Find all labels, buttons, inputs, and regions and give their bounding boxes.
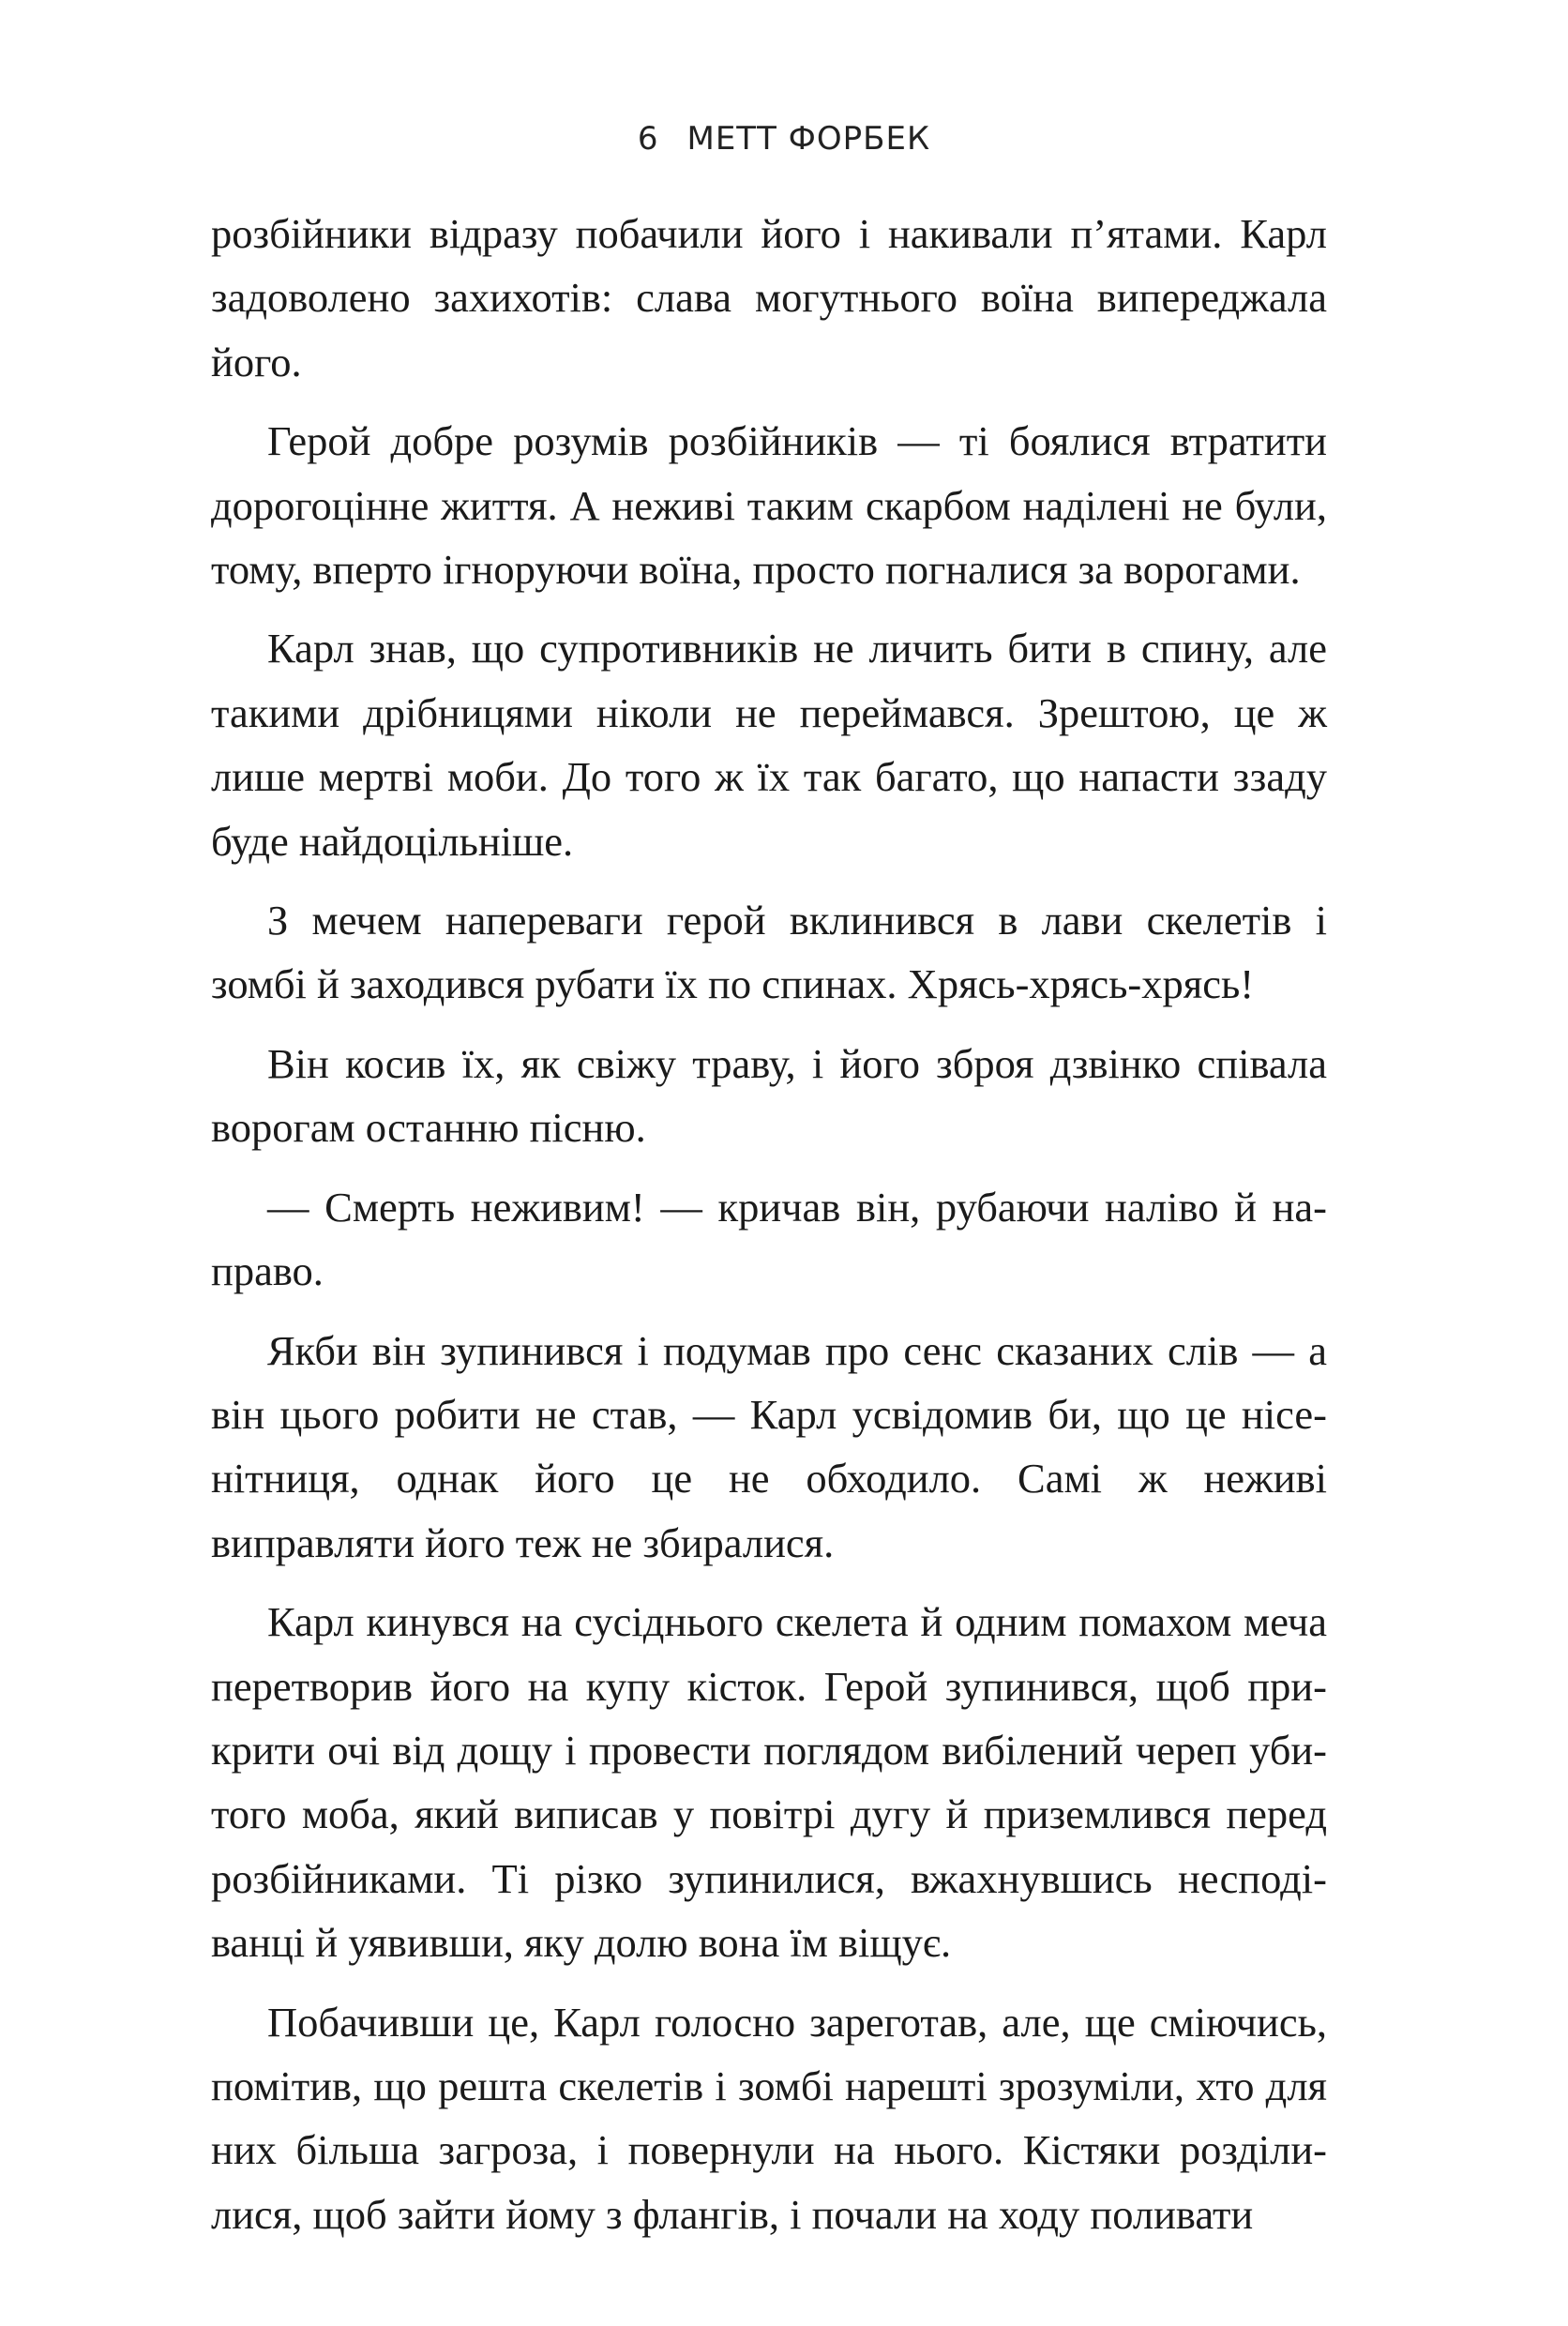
paragraph: Герой добре розумів розбійників — ті боялися втратити дорогоцінне життя. А неживі таким скарбом наділені не були, тому, вперто ігноруючи воїна, просто погналися за ворогами. bbox=[211, 417, 1327, 594]
body-text bbox=[211, 202, 1327, 2246]
page-number: 6 bbox=[637, 120, 659, 158]
paragraph: розбійники відразу побачили його і накивали п’ятами. Карл задоволено захихотів: слава могутнього воїна випереджала його. bbox=[211, 210, 1327, 385]
paragraph: Якби він зупинився і подумав про сенс сказаних слів — а він цього робити не став, — Карл усвідомив би, що це нісенітниця, однак його це не обходило. Самі ж неживі виправляти його теж не збиралися. bbox=[211, 1326, 1327, 1566]
paragraph: Карл кинувся на сусіднього скелета й одним помахом меча перетворив його на купу кісток. Герой зупинився, щоб прикрити очі від дощу і провести поглядом вибілений череп убитого моба, який виписав у повітрі дугу й приземлився перед розбійниками. Ті різко зупинилися, вжахнувшись несподіванці й уявивши, яку долю вона їм віщує. bbox=[211, 1598, 1327, 1967]
paragraph: Карл знав, що супротивників не личить бити в спину, але такими дрібницями ніколи не переймався. Зрештою, це ж лише мертві моби. До того ж їх так багато, що напасти ззаду буде найдоцільніше. bbox=[211, 625, 1327, 865]
paragraph: — Смерть неживим! — кричав він, рубаючи наліво й направо. bbox=[211, 1183, 1327, 1295]
paragraph: Він косив їх, як свіжу траву, і його зброя дзвінко співала ворогам останню пісню. bbox=[211, 1039, 1327, 1152]
running-head bbox=[0, 120, 1568, 158]
paragraph: З мечем напереваги герой вклинився в лави скелетів і зомбі й заходився рубати їх по спинах. Хрясь-хрясь-хрясь! bbox=[211, 897, 1327, 1008]
paragraph: Побачивши це, Карл голосно зареготав, але, ще сміючись, помітив, що решта скелетів і зомбі нарешті зрозуміли, хто для них більша загроза, і повернули на нього. Кістяки розділилися, щоб зайти йому з флангів, і почали на ходу поливати bbox=[211, 1998, 1327, 2238]
author-name: МЕТТ ФОРБЕК bbox=[686, 120, 931, 158]
